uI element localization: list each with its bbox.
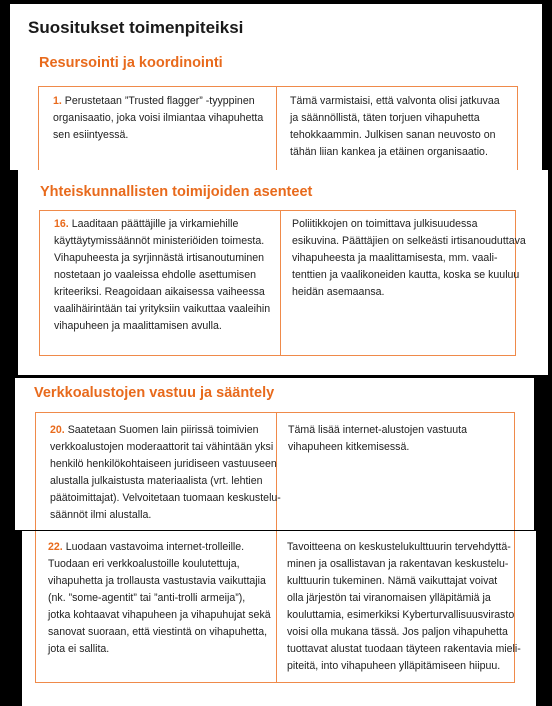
recommendation-text-4: 22. Luodaan vastavoima internet-trolleille. Tuodaan eri verkkoalustoille koulutettuja, vihapuhetta ja trollausta vastustavia vaikuttajia (nk. ”some-agentit” tai ”anti-trolli armeija”), jotka kohtaavat vihapuheen ja vihapuhujat sekä sanovat suoraan, että viestintä on vihapuhetta, jota ei sallita. (48, 541, 271, 655)
recommendation-number: 20. (50, 424, 65, 436)
section-heading-2: Yhteiskunnallisten toimijoiden asenteet (40, 184, 313, 200)
recommendation-table-3 (35, 412, 515, 530)
rationale-text-2: Poliitikkojen on toimittava julkisuudessa esikuvina. Päättäjien on selkeästi irtisanouduttava vihapuheesta ja maalittamisesta, mm. vaali- tenttien ja vaalikoneiden kautta, koska se kuuluu heidän asemaansa. (292, 218, 526, 298)
recommendation-text-2: 16. Laaditaan päättäjille ja virkamiehille käyttäytymissäännöt ministeriöiden toimesta. Vihapuheesta ja syrjinnästä irtisanoutuminen nostetaan jo vaaleissa ehdolle asettumisen kriteeriksi. Reagoidaan aikaisessa vaiheessa vaalihäirintään tai yrityksiin vaikuttaa vaaleihin vihapuheen ja maalittamisen avulla. (54, 218, 271, 332)
section-heading-3: Verkkoalustojen vastuu ja sääntely (34, 385, 275, 401)
panel-asenteet (18, 170, 548, 375)
recommendation-table-2 (39, 210, 526, 356)
recommendation-number: 1. (53, 95, 62, 107)
page-title: Suositukset toimenpiteiksi (28, 18, 244, 37)
recommendation-number: 22. (48, 541, 63, 553)
panel-verkkoalustat (15, 378, 534, 530)
recommendation-number: 16. (54, 218, 69, 230)
rationale-text-1: Tämä varmistaisi, että valvonta olisi jatkuvaa ja säännöllistä, täten torjuen vihapuhetta tehokkaammin. Julkisen sanan neuvosto on tähän liian kankea ja etäinen organisaatio. (290, 95, 500, 158)
rationale-text-4: Tavoitteena on keskustelukulttuurin tervehdyttä- minen ja osallistavan ja rakentavan keskustelu- kulttuurin tukeminen. Nämä vaikuttajat voivat olla järjestön tai viranomaisen ylläpitämiä ja kouluttamia, esimerkiksi Kyberturvallisuusvirasto voisi olla mukana tässä. Jos paljon vihapuhetta tuottavat alustat tuodaan täyteen rakentavia mieli- piteitä, into vihapuheen ylläpitämiseen hiipuu. (287, 541, 521, 672)
recommendation-table-4 (35, 531, 521, 683)
recommendation-text-1: 1. Perustetaan ”Trusted flagger” -tyyppinen organisaatio, joka voisi ilmiantaa vihapuhetta sen esiintyessä. (53, 95, 264, 141)
rationale-text-3: Tämä lisää internet-alustojen vastuuta vihapuheen kitkemisessä. (288, 424, 468, 453)
panel-recommendation-22 (22, 531, 536, 706)
recommendation-table-1 (38, 86, 518, 170)
section-heading-1: Resursointi ja koordinointi (39, 55, 223, 71)
panel-resursointi (10, 4, 542, 170)
recommendation-text-3: 20. Saatetaan Suomen lain piirissä toimivien verkkoalustojen moderaattorit tai vähintään yksi henkilö henkilökohtaiseen juridiseen vastuuseen alustalla julkaistusta materiaalista (vrt. lehtien päätoimittajat). Velvoitetaan tuomaan keskustelu- säännöt ilmi alustalla. (50, 424, 281, 521)
